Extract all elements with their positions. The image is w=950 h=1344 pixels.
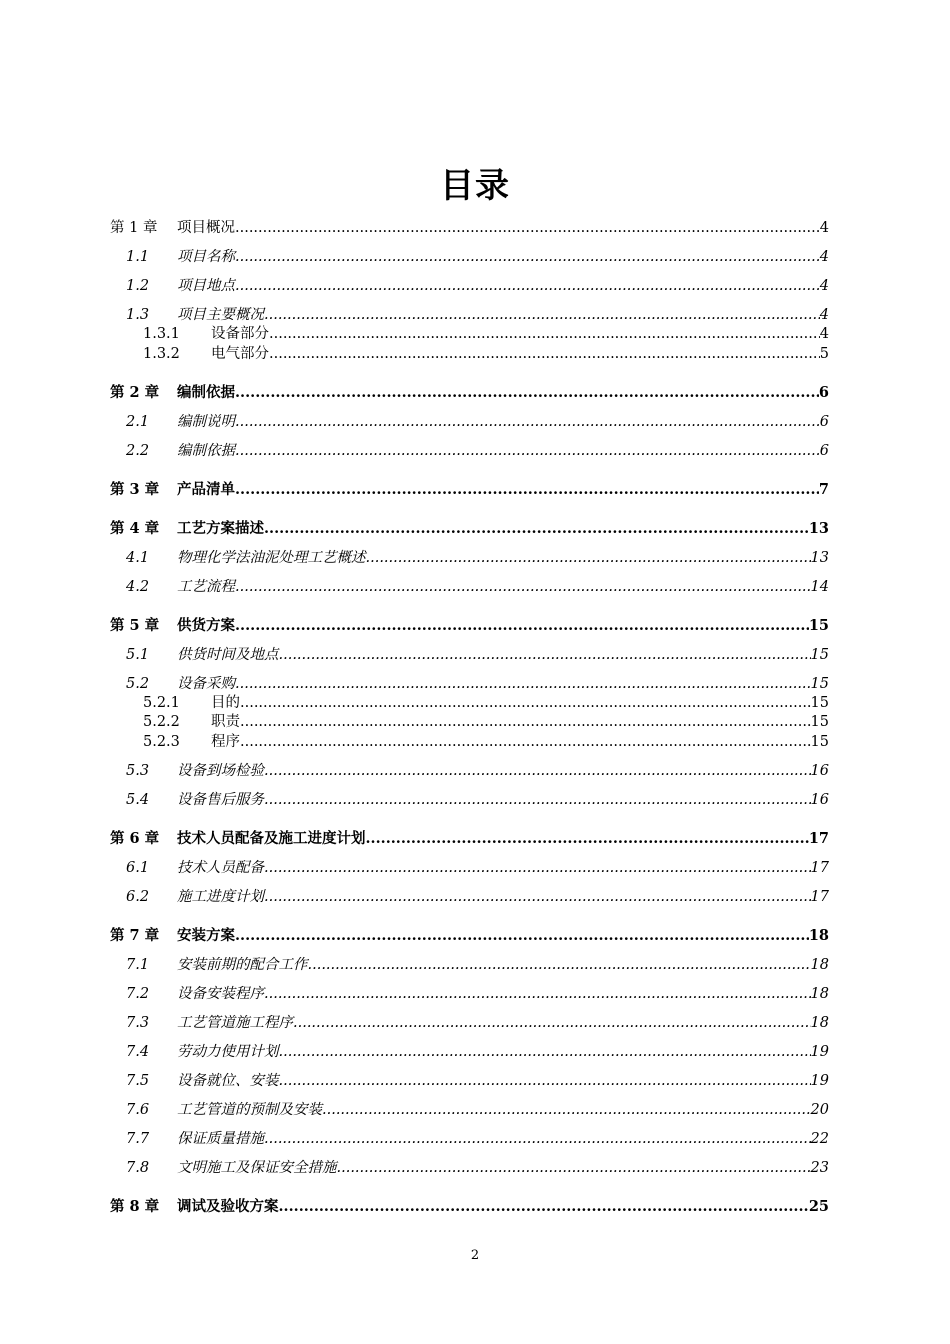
toc-entry-number: 1.2	[126, 278, 150, 294]
toc-entry-page: 4	[819, 307, 829, 323]
toc-section-entry[interactable]	[110, 1129, 829, 1149]
toc-entry-page: 18	[810, 986, 829, 1002]
toc-entry-title: 项目概况	[177, 220, 235, 236]
toc-dot-leader	[366, 548, 811, 568]
toc-entry-title: 设备部分	[211, 326, 269, 342]
toc-dot-leader	[264, 858, 811, 878]
toc-dot-leader	[337, 1158, 811, 1178]
toc-entry-page: 18	[810, 957, 829, 973]
toc-dot-leader	[293, 1013, 811, 1033]
toc-section-entry[interactable]	[110, 761, 829, 781]
toc-entry-number: 2.1	[126, 414, 150, 430]
toc-entry-title: 编制依据	[177, 443, 235, 459]
toc-entry-number: 5.2.3	[143, 734, 180, 750]
toc-entry-number: 5.3	[126, 763, 150, 779]
toc-entry-number: 6.1	[126, 860, 150, 876]
toc-entry-page: 23	[810, 1160, 829, 1176]
toc-dot-leader	[366, 829, 809, 849]
toc-entry-page: 20	[810, 1102, 829, 1118]
toc-entry-page: 22	[810, 1131, 829, 1147]
toc-entry-number: 第 2 章	[110, 384, 160, 401]
toc-entry-title: 保证质量措施	[177, 1131, 264, 1147]
toc-chapter-entry[interactable]	[110, 480, 829, 500]
toc-entry-title: 工艺方案描述	[177, 520, 264, 537]
toc-dot-leader	[235, 383, 819, 403]
toc-entry-page: 4	[819, 278, 829, 294]
toc-entry-title: 编制说明	[177, 414, 235, 430]
toc-entry-page: 13	[808, 520, 829, 537]
toc-entry-title: 职责	[211, 714, 240, 730]
toc-dot-leader	[240, 732, 811, 752]
toc-dot-leader	[264, 1129, 811, 1149]
toc-entry-number: 第 1 章	[110, 220, 158, 236]
toc-entry-page: 14	[810, 579, 829, 595]
toc-dot-leader	[235, 616, 809, 636]
toc-entry-title: 施工进度计划	[177, 889, 264, 905]
toc-chapter-entry[interactable]	[110, 519, 829, 539]
toc-entry-title: 劳动力使用计划	[177, 1044, 279, 1060]
toc-entry-title: 工艺管道施工程序	[177, 1015, 293, 1031]
toc-entry-page: 19	[810, 1044, 829, 1060]
toc-entry-title: 程序	[211, 734, 240, 750]
toc-entry-title: 工艺流程	[177, 579, 235, 595]
toc-entry-page: 19	[810, 1073, 829, 1089]
toc-section-entry[interactable]	[110, 1100, 829, 1120]
toc-entry-number: 7.8	[126, 1160, 150, 1176]
toc-entry-number: 7.7	[126, 1131, 150, 1147]
toc-dot-leader	[235, 674, 811, 694]
toc-entry-page: 13	[810, 550, 829, 566]
toc-section-entry[interactable]	[110, 1158, 829, 1178]
toc-entry-number: 7.3	[126, 1015, 150, 1031]
toc-dot-leader	[264, 790, 811, 810]
toc-section-entry[interactable]	[110, 645, 829, 665]
toc-dot-leader	[235, 247, 820, 267]
toc-entry-page: 15	[810, 734, 829, 750]
toc-entry-title: 编制依据	[177, 384, 235, 401]
toc-entry-number: 第 3 章	[110, 481, 160, 498]
toc-entry-title: 技术人员配备及施工进度计划	[177, 830, 366, 847]
toc-entry-number: 1.3.2	[143, 346, 180, 362]
toc-entry-title: 供货时间及地点	[177, 647, 279, 663]
toc-dot-leader	[269, 344, 820, 364]
toc-entry-title: 目的	[211, 695, 240, 711]
toc-section-entry[interactable]	[110, 790, 829, 810]
toc-entry-title: 供货方案	[177, 617, 235, 634]
page-number: 2	[470, 1248, 480, 1263]
toc-entry-title: 产品清单	[177, 481, 235, 498]
toc-entry-number: 7.2	[126, 986, 150, 1002]
toc-entry-page: 6	[818, 384, 829, 401]
toc-section-entry[interactable]	[110, 1071, 829, 1091]
toc-section-entry[interactable]	[110, 276, 829, 296]
toc-entry-number: 4.1	[126, 550, 150, 566]
toc-dot-leader	[235, 441, 820, 461]
toc-dot-leader	[279, 645, 811, 665]
toc-entry-number: 1.1	[126, 249, 150, 265]
toc-section-entry[interactable]	[110, 412, 829, 432]
toc-section-entry[interactable]	[110, 984, 829, 1004]
toc-dot-leader	[322, 1100, 811, 1120]
toc-entry-number: 4.2	[126, 579, 150, 595]
toc-chapter-entry[interactable]	[110, 616, 829, 636]
toc-entry-page: 6	[819, 443, 829, 459]
toc-entry-number: 5.1	[126, 647, 150, 663]
toc-entry-page: 25	[808, 1198, 829, 1215]
toc-entry-number: 7.5	[126, 1073, 150, 1089]
toc-entry-title: 设备到场检验	[177, 763, 264, 779]
toc-dot-leader	[235, 276, 820, 296]
toc-chapter-entry[interactable]	[110, 829, 829, 849]
toc-section-entry[interactable]	[110, 305, 829, 325]
toc-section-entry[interactable]	[110, 858, 829, 878]
toc-chapter-entry[interactable]	[110, 218, 829, 238]
toc-dot-leader	[240, 712, 811, 732]
toc-subsection-entry[interactable]	[110, 324, 829, 344]
toc-entry-number: 1.3.1	[143, 326, 180, 342]
toc-entry-page: 18	[808, 927, 829, 944]
toc-dot-leader	[279, 1042, 811, 1062]
toc-entry-number: 1.3	[126, 307, 150, 323]
toc-entry-page: 15	[810, 647, 829, 663]
toc-entry-page: 6	[819, 414, 829, 430]
toc-subsection-entry[interactable]	[110, 732, 829, 752]
toc-entry-number: 第 4 章	[110, 520, 160, 537]
toc-entry-title: 电气部分	[211, 346, 269, 362]
toc-entry-number: 5.2.2	[143, 714, 180, 730]
toc-entry-number: 5.2.1	[143, 695, 180, 711]
toc-dot-leader	[279, 1071, 811, 1091]
toc-entry-page: 4	[819, 220, 829, 236]
toc-entry-title: 调试及验收方案	[177, 1198, 279, 1215]
toc-subsection-entry[interactable]	[110, 344, 829, 364]
toc-dot-leader	[235, 218, 820, 238]
toc-dot-leader	[308, 955, 811, 975]
toc-dot-leader	[235, 480, 819, 500]
toc-entry-page: 4	[819, 249, 829, 265]
toc-section-entry[interactable]	[110, 887, 829, 907]
toc-section-entry[interactable]	[110, 577, 829, 597]
page-title: 目录	[440, 166, 510, 206]
toc-entry-page: 17	[808, 830, 829, 847]
toc-entry-page: 15	[808, 617, 829, 634]
toc-subsection-entry[interactable]	[110, 693, 829, 713]
toc-section-entry[interactable]	[110, 441, 829, 461]
toc-section-entry[interactable]	[110, 548, 829, 568]
toc-entry-number: 7.6	[126, 1102, 150, 1118]
toc-dot-leader	[264, 887, 811, 907]
toc-section-entry[interactable]	[110, 1013, 829, 1033]
toc-entry-title: 设备售后服务	[177, 792, 264, 808]
toc-section-entry[interactable]	[110, 955, 829, 975]
toc-chapter-entry[interactable]	[110, 383, 829, 403]
toc-entry-page: 18	[810, 1015, 829, 1031]
toc-dot-leader	[264, 761, 811, 781]
toc-entry-page: 5	[819, 346, 829, 362]
toc-section-entry[interactable]	[110, 247, 829, 267]
toc-dot-leader	[279, 1197, 809, 1217]
toc-entry-page: 15	[810, 714, 829, 730]
toc-entry-number: 5.2	[126, 676, 150, 692]
toc-dot-leader	[235, 577, 811, 597]
toc-entry-title: 文明施工及保证安全措施	[177, 1160, 337, 1176]
toc-entry-title: 项目名称	[177, 249, 235, 265]
toc-entry-title: 项目地点	[177, 278, 235, 294]
toc-entry-number: 第 6 章	[110, 830, 160, 847]
toc-entry-page: 15	[810, 695, 829, 711]
toc-chapter-entry[interactable]	[110, 926, 829, 946]
toc-entry-number: 5.4	[126, 792, 150, 808]
toc-entry-page: 17	[810, 860, 829, 876]
toc-entry-page: 17	[810, 889, 829, 905]
toc-entry-page: 16	[810, 792, 829, 808]
toc-entry-title: 项目主要概况	[177, 307, 264, 323]
toc-entry-number: 第 7 章	[110, 927, 160, 944]
toc-subsection-entry[interactable]	[110, 712, 829, 732]
toc-entry-title: 技术人员配备	[177, 860, 264, 876]
toc-dot-leader	[264, 984, 811, 1004]
toc-entry-title: 设备安装程序	[177, 986, 264, 1002]
toc-dot-leader	[235, 412, 820, 432]
toc-dot-leader	[264, 305, 820, 325]
toc-entry-number: 7.4	[126, 1044, 150, 1060]
toc-dot-leader	[240, 693, 811, 713]
toc-entry-title: 工艺管道的预制及安装	[177, 1102, 322, 1118]
toc-entry-number: 第 8 章	[110, 1198, 160, 1215]
toc-chapter-entry[interactable]	[110, 1197, 829, 1217]
toc-entry-title: 安装前期的配合工作	[177, 957, 308, 973]
toc-entry-title: 物理化学法油泥处理工艺概述	[177, 550, 366, 566]
toc-entry-title: 安装方案	[177, 927, 235, 944]
toc-entry-number: 第 5 章	[110, 617, 160, 634]
toc-entry-page: 4	[819, 326, 829, 342]
toc-dot-leader	[264, 519, 809, 539]
toc-entry-page: 16	[810, 763, 829, 779]
toc-dot-leader	[235, 926, 809, 946]
toc-entry-page: 7	[818, 481, 829, 498]
toc-section-entry[interactable]	[110, 674, 829, 694]
toc-entry-title: 设备就位、安装	[177, 1073, 279, 1089]
toc-entry-number: 7.1	[126, 957, 150, 973]
toc-entry-page: 15	[810, 676, 829, 692]
toc-dot-leader	[269, 324, 820, 344]
toc-section-entry[interactable]	[110, 1042, 829, 1062]
toc-entry-title: 设备采购	[177, 676, 235, 692]
toc-entry-number: 6.2	[126, 889, 150, 905]
toc-entry-number: 2.2	[126, 443, 150, 459]
